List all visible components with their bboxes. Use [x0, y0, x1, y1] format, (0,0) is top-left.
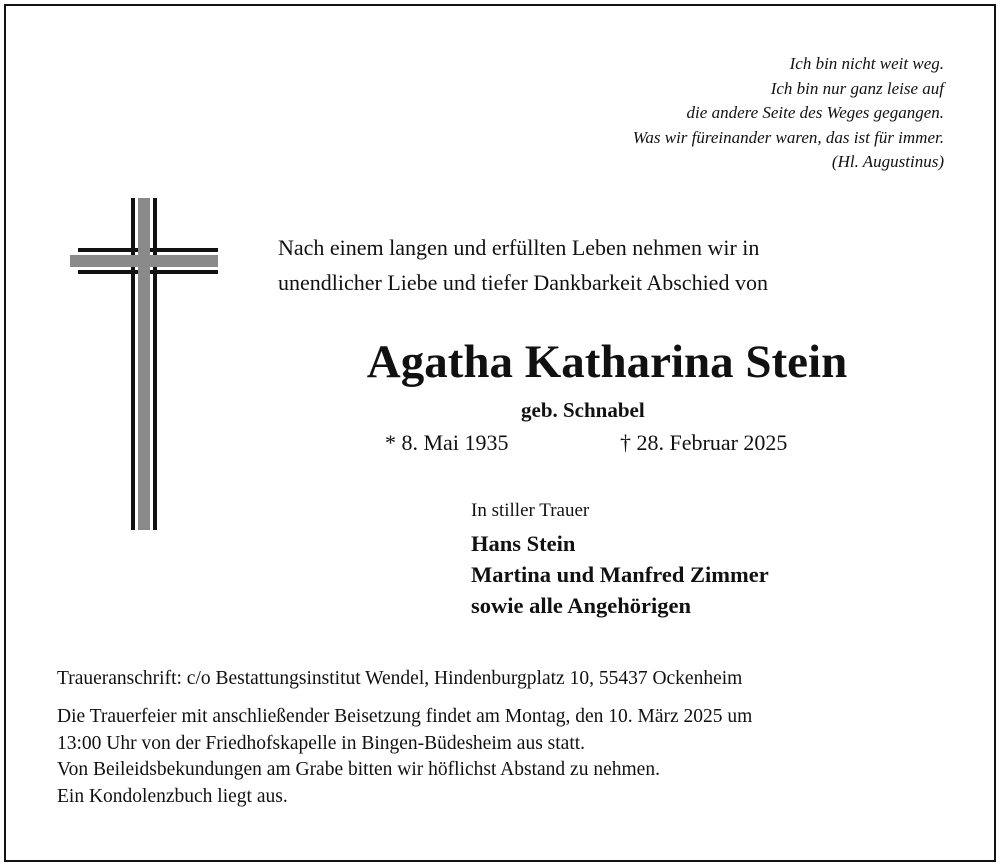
note-line: Ein Kondolenzbuch liegt aus.: [57, 785, 288, 807]
mourner-name: Hans Stein: [471, 531, 576, 556]
mourning-label: In stiller Trauer: [471, 500, 590, 521]
funeral-notes: [57, 704, 752, 810]
quote-line: Ich bin nur ganz leise auf: [770, 78, 944, 98]
quote-line: Was wir füreinander waren, das ist für immer.: [632, 127, 944, 147]
epitaph-quote: [633, 52, 944, 175]
quote-attribution: (Hl. Augustinus): [831, 152, 944, 172]
intro-text: [278, 230, 768, 300]
deceased-name: Agatha Katharina Stein: [366, 336, 848, 388]
note-line: Die Trauerfeier mit anschließender Beisetzung findet am Montag, den 10. März 2025 um: [57, 706, 753, 727]
mourner-name: sowie alle Angehörigen: [471, 593, 691, 618]
mourner-name: Martina und Manfred Zimmer: [471, 562, 769, 587]
quote-line: die andere Seite des Weges gegangen.: [686, 103, 944, 123]
mourning-address: Traueranschrift: c/o Bestattungsinstitut Wendel, Hindenburgplatz 10, 55437 Ockenheim: [57, 668, 743, 689]
intro-line: Nach einem langen und erfüllten Leben nehmen wir in: [278, 235, 760, 260]
birth-name: geb. Schnabel: [521, 398, 645, 422]
mourners-list: [471, 528, 769, 621]
birth-date: * 8. Mai 1935: [385, 430, 509, 455]
note-line: 13:00 Uhr von der Friedhofskapelle in Bingen-Büdesheim aus statt.: [57, 732, 586, 754]
intro-line: unendlicher Liebe und tiefer Dankbarkeit Abschied von: [278, 270, 768, 295]
quote-line: Ich bin nicht weit weg.: [789, 54, 944, 73]
death-date: † 28. Februar 2025: [620, 430, 788, 455]
note-line: Von Beileidsbekundungen am Grabe bitten wir höflichst Abstand zu nehmen.: [57, 759, 660, 780]
